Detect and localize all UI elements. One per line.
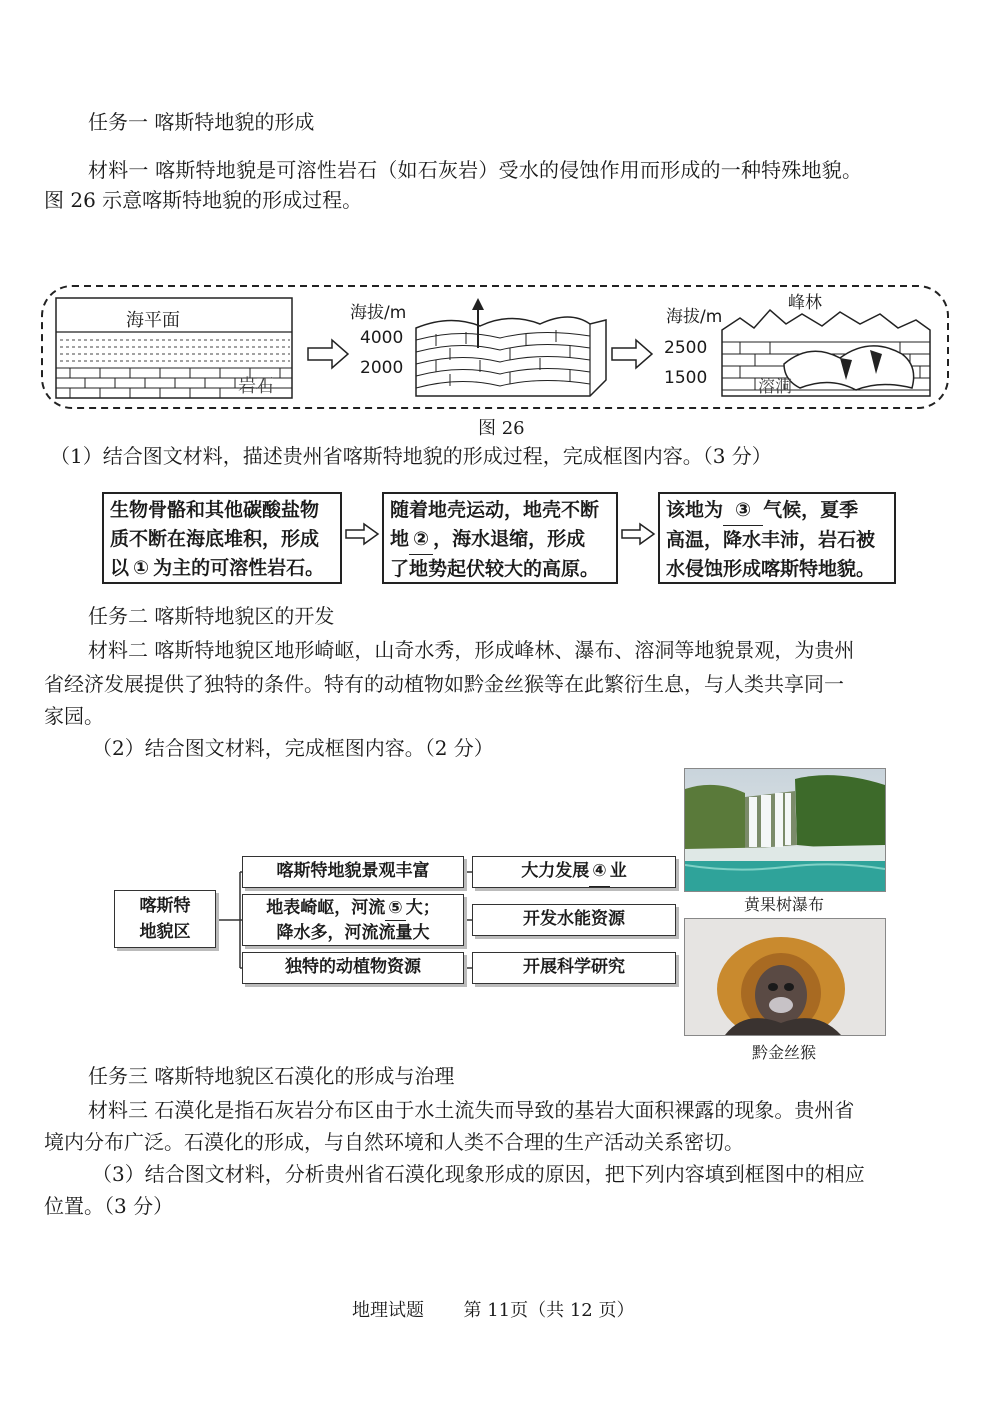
terrain-line1a: 地表崎岖，河流 — [266, 898, 386, 918]
figure-26 — [40, 284, 952, 412]
task3-title: 任务三 喀斯特地貌区石漠化的形成与治理 — [88, 1064, 455, 1088]
altitude-2500: 2500 — [664, 338, 708, 358]
q1-text: （1）结合图文材料，描述贵州省喀斯特地貌的形成过程，完成框图内容。（3 分） — [50, 444, 772, 468]
task1-material-line1: 材料一 喀斯特地貌是可溶性岩石（如石灰岩）受水的侵蚀作用而形成的一种特殊地貌。 — [88, 158, 863, 182]
q1-arrow-2 — [620, 522, 656, 546]
q1-box1-line1: 生物骨骼和其他碳酸盐物 — [110, 499, 320, 521]
task2-material-line2: 省经济发展提供了独特的条件。特有的动植物如黔金丝猴等在此繁衍生息，与人类共享同一 — [44, 672, 844, 696]
blank-3: ③ — [723, 496, 763, 526]
footer — [352, 1296, 634, 1322]
task3-material-line1: 材料三 石漠化是指石灰岩分布区由于水土流失而导致的基岩大面积裸露的现象。贵州省 — [88, 1098, 855, 1122]
karst-region-line1: 喀斯特 — [139, 896, 191, 916]
q1-box1-line3a: 以 — [110, 557, 130, 579]
blank-2: ② — [409, 525, 433, 555]
flora-fauna-box: 独特的动植物资源 — [242, 952, 464, 984]
cave-label: 溶洞 — [758, 377, 792, 397]
develop-industry-a: 大力发展 — [521, 861, 590, 881]
q1-box1-line3b: 为主的可溶性岩石。 — [153, 557, 325, 579]
q1-arrow-1 — [344, 522, 380, 546]
task2-material-line1: 材料二 喀斯特地貌区地形崎岖，山奇水秀，形成峰林、瀑布、溶洞等地貌景观，为贵州 — [88, 638, 855, 662]
terrain-line1b: 大； — [405, 898, 440, 918]
task2-material-line3: 家园。 — [44, 704, 104, 728]
waterfall-photo — [684, 768, 886, 892]
task3-material-line2: 境内分布广泛。石漠化的形成，与自然环境和人类不合理的生产活动关系密切。 — [44, 1130, 744, 1154]
research-box: 开展科学研究 — [472, 952, 676, 984]
altitude-label-1: 海拔/m — [350, 303, 407, 323]
q1-box2-line2b: ，海水退缩，形成 — [433, 528, 586, 550]
task2-title: 任务二 喀斯特地貌区的开发 — [88, 604, 335, 628]
q3-line2: 位置。（3 分） — [44, 1194, 174, 1218]
altitude-4000: 4000 — [360, 328, 404, 348]
waterfall-image — [685, 769, 885, 891]
q1-box2-line1: 随着地壳运动，地壳不断 — [390, 499, 600, 521]
q1-box3-line1a: 该地为 — [666, 499, 724, 521]
q1-box-2 — [382, 492, 618, 584]
q2-text: （2）结合图文材料，完成框图内容。（2 分） — [92, 736, 494, 760]
develop-industry-b: 业 — [609, 861, 627, 881]
waterfall-caption: 黄果树瀑布 — [743, 895, 824, 914]
altitude-label-2: 海拔/m — [666, 307, 723, 327]
altitude-1500: 1500 — [664, 368, 708, 388]
karst-region-box — [114, 890, 216, 948]
hydropower-box: 开发水能资源 — [472, 904, 676, 936]
monkey-caption: 黔金丝猴 — [751, 1043, 816, 1062]
q1-box2-line3: 了地势起伏较大的高原。 — [390, 558, 600, 580]
q1-box-1 — [102, 492, 342, 584]
blank-4: ④ — [589, 857, 609, 887]
q1-box3-line2: 高温，降水丰沛，岩石被 — [666, 529, 876, 551]
figure-26-caption: 图 26 — [478, 418, 525, 439]
blank-5: ⑤ — [385, 896, 405, 921]
q1-box3-line3: 水侵蚀形成喀斯特地貌。 — [666, 558, 876, 580]
karst-landscape-box: 喀斯特地貌景观丰富 — [242, 856, 464, 888]
q1-box1-line2: 质不断在海底堆积，形成 — [110, 528, 320, 550]
q3-line1: （3）结合图文材料，分析贵州省石漠化现象形成的原因，把下列内容填到框图中的相应 — [92, 1162, 865, 1186]
sea-level-label: 海平面 — [126, 310, 180, 331]
blank-1: ① — [129, 554, 153, 584]
task1-material-line2: 图 26 示意喀斯特地貌的形成过程。 — [44, 188, 363, 212]
terrain-rivers-box — [242, 894, 464, 946]
altitude-2000: 2000 — [360, 358, 404, 378]
peak-forest-label: 峰林 — [788, 293, 822, 313]
footer-page: 第 11页（共 12 页） — [463, 1300, 635, 1321]
q1-box3-line1b: 气候，夏季 — [763, 499, 859, 521]
q1-box-3 — [658, 492, 896, 584]
monkey-image — [685, 919, 885, 1035]
karst-region-line2: 地貌区 — [139, 922, 191, 942]
task1-title: 任务一 喀斯特地貌的形成 — [88, 110, 315, 134]
terrain-line2: 降水多，河流流量大 — [276, 923, 430, 943]
monkey-photo — [684, 918, 886, 1036]
footer-subject: 地理试题 — [352, 1300, 424, 1321]
rock-label: 岩石 — [238, 376, 274, 397]
q1-box2-line2a: 地 — [390, 528, 410, 550]
develop-industry-box — [472, 856, 676, 888]
